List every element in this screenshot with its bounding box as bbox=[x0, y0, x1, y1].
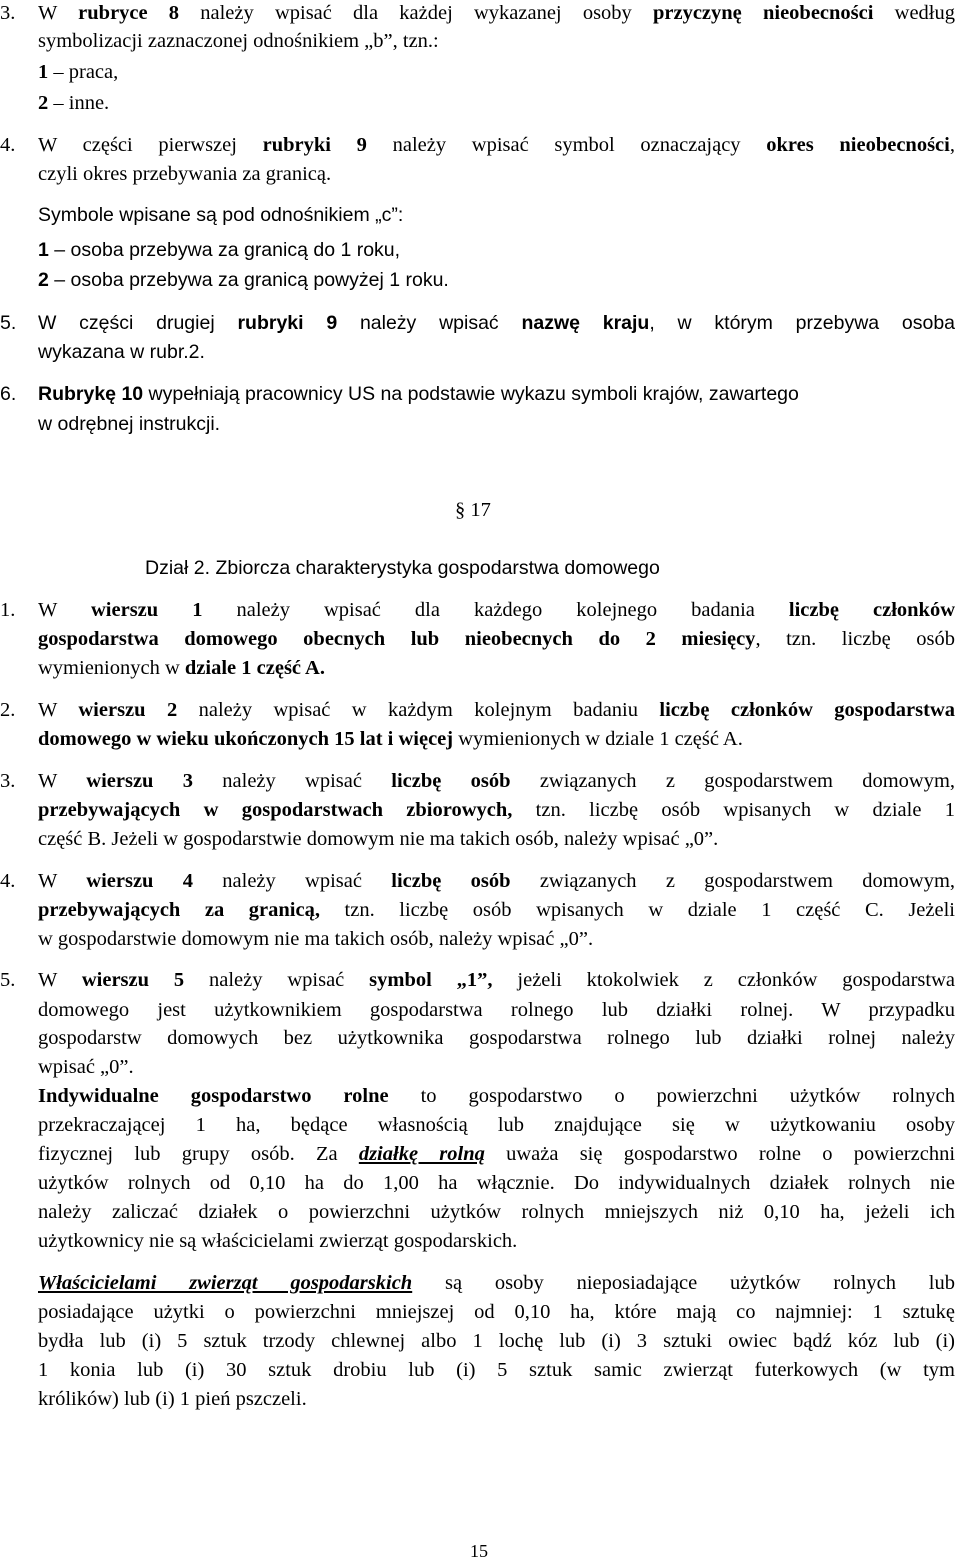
text-line bbox=[38, 1, 955, 25]
text-segment: rubryce 8 bbox=[78, 2, 180, 24]
text-segment: , bbox=[949, 134, 955, 156]
text-segment: Dział 2. Zbiorcza charakterystyka gospodarstwa domowego bbox=[145, 557, 660, 579]
text-line bbox=[38, 238, 955, 262]
text-segment: wierszu 1 bbox=[91, 599, 203, 621]
text-line bbox=[38, 656, 955, 680]
text-line bbox=[38, 412, 955, 436]
text-line bbox=[38, 1055, 955, 1079]
text-line bbox=[38, 340, 955, 364]
text-line bbox=[38, 382, 955, 406]
text-segment: należy wpisać bbox=[192, 870, 392, 892]
text-segment: użytkownicy nie są właścicielami zwierząt gospodarskich. bbox=[38, 1230, 518, 1252]
text-segment: symbolizacji zaznaczonej odnośnikiem „b”, tzn.: bbox=[38, 30, 439, 52]
text-line bbox=[38, 1387, 955, 1411]
list-number: 5. bbox=[0, 312, 17, 334]
list-number: 6. bbox=[0, 383, 17, 405]
text-segment: użytków rolnych od 0,10 ha do 1,00 ha włącznie. Do indywidualnych działek rolnych nie bbox=[38, 1172, 955, 1194]
text-segment: posiadające użytki o powierzchni mniejszej od 0,10 ha, które mają co najmniej: 1 sztukę bbox=[38, 1301, 955, 1323]
text-line bbox=[38, 162, 955, 186]
text-segment: wpisać „0”. bbox=[38, 1056, 134, 1078]
text-segment: związanych z gospodarstwem domowym, bbox=[510, 770, 956, 792]
text-segment: należy wpisać bbox=[184, 969, 370, 991]
text-segment: działkę rolną bbox=[358, 1143, 485, 1165]
text-segment: wykazana w rubr.2. bbox=[38, 341, 205, 363]
text-segment: należy wpisać bbox=[337, 312, 522, 334]
text-segment: związanych z gospodarstwem domowym, bbox=[510, 870, 956, 892]
text-segment: liczbę osób bbox=[391, 870, 511, 892]
text-segment: wymienionych w bbox=[38, 657, 185, 679]
text-segment: tzn. liczbę osób wpisanych w dziale 1 część C. Jeżeli bbox=[319, 899, 955, 921]
text-segment: liczbę osób bbox=[391, 770, 511, 792]
page-number: 15 bbox=[470, 1541, 488, 1561]
text-segment: – praca, bbox=[48, 61, 119, 83]
text-segment: królików) lub (i) 1 pień pszczeli. bbox=[38, 1388, 307, 1410]
list-number: 4. bbox=[0, 870, 16, 892]
text-segment: nazwę kraju bbox=[521, 312, 650, 334]
text-segment: Właścicielami zwierząt gospodarskich bbox=[38, 1272, 413, 1294]
text-segment: wierszu 5 bbox=[81, 969, 185, 991]
text-segment: gospodarstw domowych bez użytkownika gospodarstwa rolnego lub działki rolnej należy bbox=[38, 1027, 955, 1049]
text-segment: w gospodarstwie domowym nie ma takich osób, należy wpisać „0”. bbox=[38, 928, 594, 950]
text-segment: według bbox=[873, 2, 955, 24]
text-segment: 2 bbox=[38, 92, 49, 114]
text-line bbox=[38, 1329, 955, 1353]
text-segment: czyli okres przebywania za granicą. bbox=[38, 163, 332, 185]
text-segment: 1 bbox=[38, 61, 49, 83]
text-segment: wypełniają pracownicy US na podstawie wykazu symboli krajów, zawartego bbox=[143, 383, 799, 405]
text-line bbox=[38, 698, 955, 722]
text-line bbox=[38, 1271, 955, 1295]
text-segment: rubryki 9 bbox=[262, 134, 367, 156]
list-number: 5. bbox=[0, 969, 16, 991]
text-segment: – inne. bbox=[48, 92, 110, 114]
text-line bbox=[38, 927, 955, 951]
text-segment: liczbę członków gospodarstwa bbox=[659, 699, 955, 721]
text-line bbox=[38, 769, 955, 793]
list-number: 3. bbox=[0, 770, 16, 792]
text-segment: W części drugiej bbox=[38, 312, 238, 334]
text-line bbox=[38, 311, 955, 335]
text-segment: W bbox=[38, 969, 82, 991]
text-segment: liczbę członków bbox=[788, 599, 956, 621]
text-segment: przebywających za granicą, bbox=[38, 899, 320, 921]
text-segment: należy wpisać symbol oznaczający bbox=[366, 134, 767, 156]
text-line bbox=[38, 268, 955, 292]
text-segment: , w którym przebywa osoba bbox=[649, 312, 956, 334]
section-heading bbox=[145, 556, 955, 580]
text-line bbox=[38, 1300, 955, 1324]
text-segment: fizycznej lub grupy osób. Za bbox=[38, 1143, 359, 1165]
text-line bbox=[38, 60, 955, 84]
text-segment: – osoba przebywa za granicą powyżej 1 roku. bbox=[48, 269, 449, 291]
text-line bbox=[38, 998, 955, 1022]
text-segment: należy wpisać dla każdej wykazanej osoby bbox=[179, 2, 653, 24]
paragraph-sign-heading bbox=[455, 498, 520, 522]
text-segment: jeżeli ktokolwiek z członków gospodarstwa bbox=[492, 969, 956, 991]
text-segment: , tzn. liczbę osób bbox=[755, 628, 955, 650]
text-segment: należy zaliczać działek o powierzchni użytków rolnych mniejszych niż 0,10 ha, jeżeli ich bbox=[38, 1201, 955, 1223]
text-line bbox=[38, 1171, 955, 1195]
text-segment: symbol „1”, bbox=[369, 969, 493, 991]
list-number: 2. bbox=[0, 699, 16, 721]
text-line bbox=[38, 1200, 955, 1224]
list-number: 3. bbox=[0, 2, 16, 24]
text-line bbox=[38, 798, 955, 822]
text-segment: W bbox=[38, 870, 87, 892]
text-segment: należy wpisać dla każdego kolejnego badania bbox=[202, 599, 789, 621]
list-number: 4. bbox=[0, 134, 16, 156]
text-segment: W bbox=[38, 699, 79, 721]
text-segment: W bbox=[38, 599, 91, 621]
text-line bbox=[38, 1142, 955, 1166]
text-line bbox=[38, 827, 955, 851]
text-line bbox=[38, 1358, 955, 1382]
text-segment: część B. Jeżeli w gospodarstwie domowym nie ma takich osób, należy wpisać „0”. bbox=[38, 828, 719, 850]
text-segment: należy wpisać bbox=[192, 770, 392, 792]
text-segment: W bbox=[38, 770, 87, 792]
text-segment: § 17 bbox=[455, 499, 491, 521]
text-segment: przyczynę nieobecności bbox=[652, 2, 874, 24]
text-segment: wymienionych w dziale 1 część A. bbox=[453, 728, 743, 750]
text-segment: okres nieobecności bbox=[766, 134, 950, 156]
text-segment: przekraczającej 1 ha, będące własnością lub znajdujące się w użytkowaniu osoby bbox=[38, 1114, 955, 1136]
text-line bbox=[38, 1026, 955, 1050]
text-line bbox=[38, 1084, 955, 1108]
text-segment: uważa się gospodarstwo rolne o powierzchni bbox=[484, 1143, 956, 1165]
text-line bbox=[38, 133, 955, 157]
text-segment: rubryki 9 bbox=[237, 312, 338, 334]
text-segment: W bbox=[38, 2, 79, 24]
text-segment: należy wpisać w każdym kolejnym badaniu bbox=[177, 699, 660, 721]
text-segment: domowego jest użytkownikiem gospodarstwa rolnego lub działki rolnej. W przypadku bbox=[38, 999, 955, 1021]
text-segment: 1 bbox=[38, 239, 49, 261]
text-segment: wierszu 2 bbox=[78, 699, 178, 721]
text-line bbox=[38, 203, 955, 227]
text-segment: to gospodarstwo o powierzchni użytków rolnych bbox=[388, 1085, 955, 1107]
text-line bbox=[38, 91, 955, 115]
text-segment: wierszu 3 bbox=[86, 770, 193, 792]
text-segment: przebywających w gospodarstwach zbiorowych, bbox=[38, 799, 513, 821]
text-segment: dziale 1 część A. bbox=[184, 657, 325, 679]
text-line bbox=[38, 598, 955, 622]
text-segment: Indywidualne gospodarstwo rolne bbox=[38, 1085, 389, 1107]
text-segment: w odrębnej instrukcji. bbox=[38, 413, 221, 435]
text-segment: gospodarstwa domowego obecnych lub nieobecnych do 2 miesięcy bbox=[38, 628, 756, 650]
text-segment: bydła lub (i) 5 sztuk trzody chlewnej albo 1 lochę lub (i) 3 sztuki owiec bądź kóz lub (i) bbox=[38, 1330, 955, 1352]
text-segment: tzn. liczbę osób wpisanych w dziale 1 bbox=[512, 799, 955, 821]
text-segment: 1 konia lub (i) 30 sztuk drobiu lub (i) 5 sztuk samic zwierząt futerkowych (w tym bbox=[38, 1359, 955, 1381]
text-segment: W części pierwszej bbox=[38, 134, 263, 156]
text-line bbox=[38, 1113, 955, 1137]
text-line bbox=[38, 727, 955, 751]
text-segment: 2 bbox=[38, 269, 49, 291]
text-line bbox=[38, 968, 955, 992]
text-line bbox=[38, 29, 955, 53]
text-segment: Rubrykę 10 bbox=[38, 383, 144, 405]
text-line bbox=[38, 627, 955, 651]
text-line bbox=[38, 898, 955, 922]
text-segment: – osoba przebywa za granicą do 1 roku, bbox=[48, 239, 401, 261]
text-segment: wierszu 4 bbox=[86, 870, 193, 892]
text-segment: Symbole wpisane są pod odnośnikiem „c”: bbox=[38, 204, 404, 226]
text-segment: są osoby nieposiadające użytków rolnych lub bbox=[412, 1272, 955, 1294]
text-line bbox=[38, 869, 955, 893]
text-segment: domowego w wieku ukończonych 15 lat i więcej bbox=[38, 728, 454, 750]
text-line bbox=[38, 1229, 955, 1253]
list-number: 1. bbox=[0, 599, 16, 621]
